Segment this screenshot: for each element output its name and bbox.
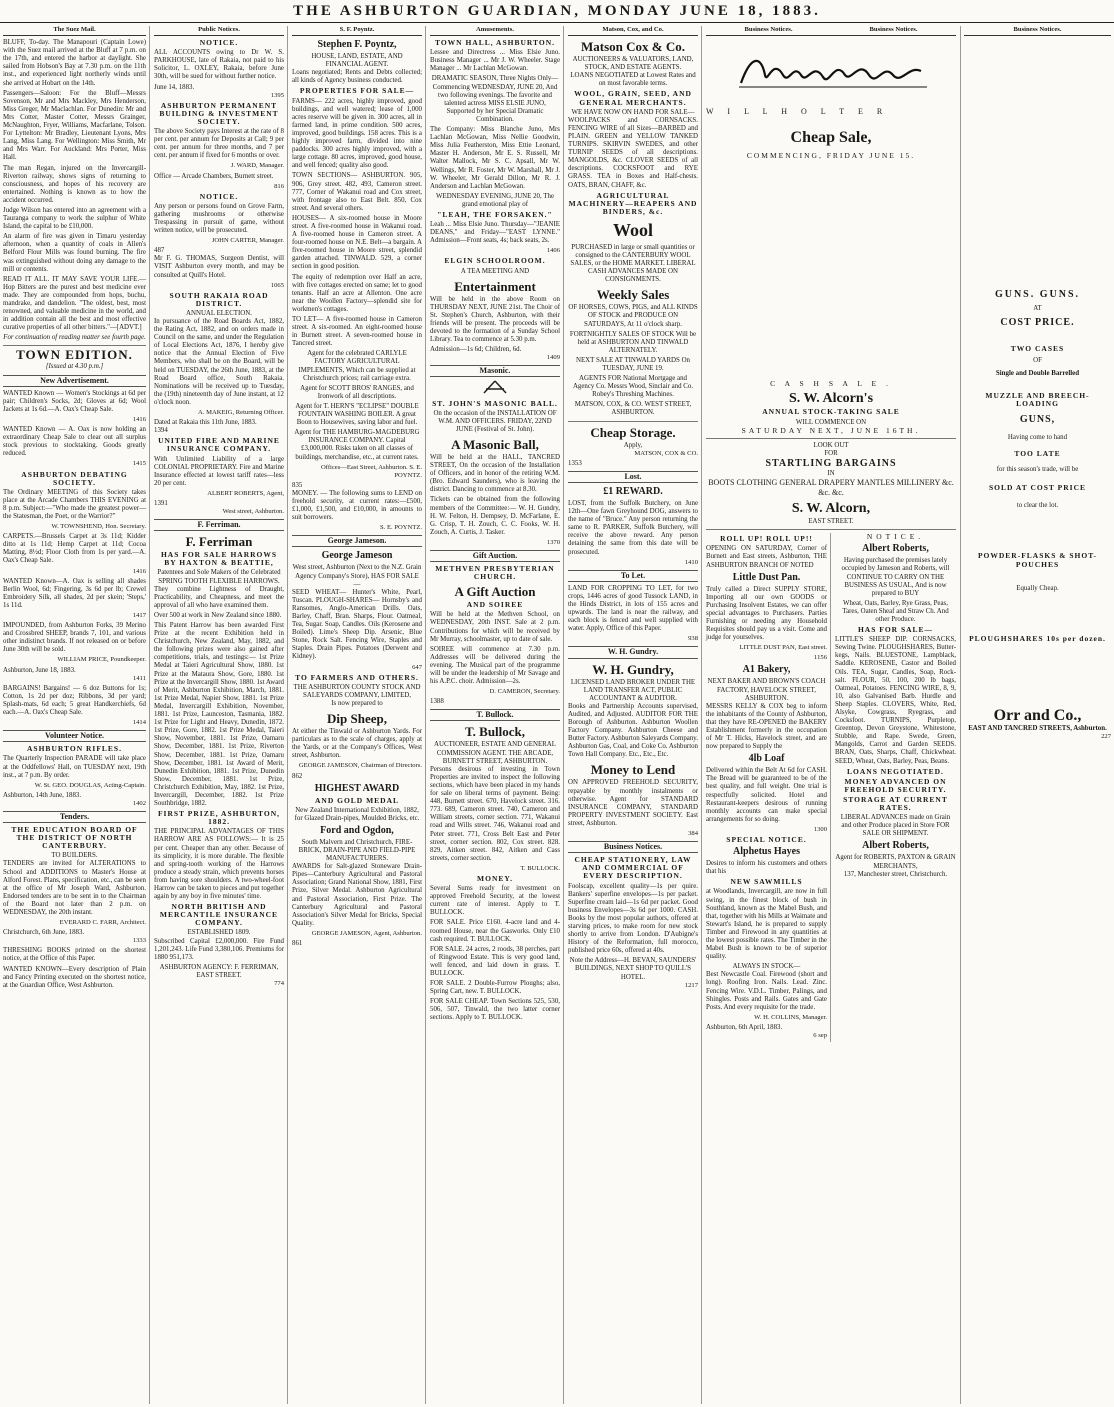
advertisement: LOST, from the Suffolk Butchery, on June 12th—One fawn Greyhound DOG, answers to the name of "Bruce." Any person returning the same to R. PARKER, Suffolk Butchery, will receive the above reward. Any person detaining the same from this date will be prosecuted. bbox=[568, 499, 698, 556]
advertisement: WOOLPACKS and CORNSACKS. FENCING WIRE of all Sizes—BARBED and PLAIN. GREEN and YELLOW TANKED TURNIPS. SKIRVIN SWEDES, and other TURNIP SEEDS of all descriptions. MANGOLDS, &c. CLOVER SEEDS of all descriptions. COCKSFOOT and RYE GRASS. TEA in Boxes and Half-chests. OATS, BRAN, CHAFF, &c. bbox=[568, 116, 698, 189]
article-paragraph: Judge Wilson has entered into an agreement with a Tauranga company to work the sulphur of White Island, the capital to be £10,000. bbox=[3, 206, 146, 231]
ad-title: NORTH BRITISH AND MERCANTILE INSURANCE COMPANY. bbox=[159, 902, 279, 928]
ad-title: LOANS NEGOTIATED. bbox=[847, 766, 944, 776]
ad-date: SATURDAY NEXT, JUNE 16TH. bbox=[741, 425, 921, 435]
ad-title: SOLD AT COST PRICE bbox=[989, 483, 1086, 493]
advertiser-name: Matson Cox & Co. bbox=[581, 39, 685, 55]
ad-number: 1414 bbox=[132, 719, 146, 727]
ad-number: 1217 bbox=[684, 981, 698, 989]
ad-signature: T. BULLOCK. bbox=[520, 864, 560, 872]
ad-date: June 14, 1883. bbox=[154, 83, 195, 91]
ad-signature: W. TOWNSHEND, Hon. Secretary. bbox=[51, 523, 146, 531]
column-2 bbox=[151, 26, 288, 1404]
ad-number: 1156 bbox=[814, 654, 827, 662]
ad-number: 1395 bbox=[270, 91, 284, 99]
ad-subtitle: AT bbox=[1033, 305, 1042, 313]
ad-headline: GUNS. GUNS. bbox=[994, 289, 1081, 301]
advertisement: WANTED Known — A. Oax is now holding an extraordinary Cheap Sale to clear out all surplus stock previous to stocktaking. Goods greatly reduced. bbox=[3, 426, 146, 458]
divider bbox=[706, 438, 956, 439]
advertisement: On the occasion of the INSTALLATION OF W.M. AND OFFICERS. FRIDAY, 22ND JUNE (Festival of St. John). bbox=[433, 409, 557, 433]
column-7-lower bbox=[835, 533, 956, 1042]
advertisement: OF HORSES, COWS, PIGS, and ALL KINDS OF STOCK and PRODUCE ON SATURDAYS, At 11 o'clock sharp. bbox=[568, 304, 698, 328]
advertisement: Persons desirous of investing in Town Properties are invited to inspect the following sections, which have been placed in my hands for sale on liberal terms of payment. Being: 448, Burnett street. 670, Havelock street. 316. 773. 689, Cameron street. 740, Cameron and William streets, corner section. 771, Wakanui road and Wills street. 746, Wakanui road and Peter street. 771, Cross Belt East and Peter street, corner section. 802, Cox street. 828. 829, Aitken street. 842, Aitken and Cass streets, corner section. bbox=[430, 765, 560, 862]
advertisement: LITTLE'S SHEEP DIP. CORNSACKS, Sewing Twine. PLOUGHSHARES, Butter-kegs, Nails. BLUESTONE, Lampblack, Saddle. KEROSENE, Castor and Boiled Oils. TEA, Sugar, Candles, Soap, Rock-salt. FLOUR, 50, 100, 200 lb bags, Oatmeal, Potatoes. FENCING WIRE, 8, 9, 10, also Galvanised Barb. Hurdle and Sheep Staples. CLOVERS, White, Red, Alsyke, Cowgrass, Ryegrass, and Cocksfoot. TURNIPS, Purpletop, Greentop, Devon Greystone, Whitestone, Stubble, and Rape. Swede, Green, Mangolds, Carrot and Garden SEEDS. BRAN, Oats, Sharps, Chaff, Chickwheat. SEED, Wheat, Oats, Barley, Peas, Beans. bbox=[835, 636, 956, 765]
ad-number: 1409 bbox=[546, 354, 560, 362]
ad-subtitle: A TEA MEETING AND bbox=[460, 267, 530, 275]
advertisement: TO LET— A five-roomed house in Cameron street. A six-roomed. An eight-roomed house in Burnett street. A seven-roomed house in Tancred street. bbox=[292, 316, 422, 348]
spacer bbox=[964, 593, 1111, 633]
spacer bbox=[964, 329, 1111, 343]
ad-subtitle: FOR bbox=[824, 449, 838, 457]
advertisement: Truly called a Direct SUPPLY STORE, Importing all our own GOODS or Purchasing Insolvent Estates, we can offer special advantages to Purchasers. Parties Furnishing or needing any Household Requisites should pay us a visit. Come and judge for yourselves. bbox=[706, 585, 827, 642]
ad-title: CHEAP STATIONERY, LAW AND COMMERCIAL OF EVERY DESCRIPTION. bbox=[574, 855, 692, 881]
ad-subtitle: Having come to hand bbox=[1007, 433, 1068, 441]
section-heading: George Jameson. bbox=[292, 535, 422, 547]
advertisement: Leah ... Miss Elsie Juno. Thursday—"JEANIE DEANS," and Friday—"EAST LYNNE." Admission—Front seats, 4s; back seats, 2s. bbox=[430, 221, 560, 245]
ad-title: THE EDUCATION BOARD OF THE DISTRICT OF NORTH CANTERBURY. bbox=[11, 825, 138, 851]
ad-signature: J. WARD, Manager. bbox=[230, 162, 284, 170]
column-1 bbox=[0, 26, 150, 1404]
advertisement: MESSRS KELLY & COX beg to inform the inhabitants of the County of Ashburton, that they have RE-OPENED the BAKERY Establishment formerly in the occupation of Mr T. Hicks, Havelock street, and are now prepared to Supply the bbox=[706, 702, 827, 751]
advertisement: OPENING ON SATURDAY, Corner of Burnett and East streets, Ashburton, THE ASHBURTON BRANCH OF NOTED bbox=[706, 545, 827, 569]
ad-number: 1065 bbox=[270, 281, 284, 289]
column-6-7 bbox=[703, 26, 959, 1404]
ad-title: NOTICE. bbox=[199, 38, 239, 48]
ad-title: PLOUGHSHARES 10s per dozen. bbox=[969, 633, 1106, 643]
ad-signature: JOHN CARTER, Manager. bbox=[211, 237, 284, 245]
ad-number: 487 bbox=[154, 247, 165, 255]
ad-signature: ASHBURTON AGENCY: F. FERRIMAN, EAST STREET. bbox=[159, 963, 279, 979]
ad-banner: W I L L H O L T E R bbox=[706, 107, 889, 117]
column-6-lower bbox=[706, 533, 831, 1042]
ad-number: 1388 bbox=[430, 698, 444, 706]
ad-signature: W. St. GEO. DOUGLAS, Acting-Captain. bbox=[34, 781, 146, 789]
advertisement: CARPETS.—Brussels Carpet at 3s 11d; Kidder ditto at 1s 11d; Hemp Carpet at 11d; Cocoa Matting, 8½d; Floor Cloth from 1s per yard.—A. Oax's Cheap Sale. bbox=[3, 533, 146, 565]
ad-number: 1402 bbox=[132, 799, 146, 807]
ad-headline: A1 Bakery, bbox=[742, 664, 791, 676]
ad-headline: Cheap Sale, bbox=[790, 129, 872, 147]
ad-subtitle: HOUSE, LAND, ESTATE, AND FINANCIAL AGENT. bbox=[311, 53, 403, 69]
ad-title: PROPERTIES FOR SALE— bbox=[299, 86, 415, 96]
advertiser-name: Ford and Ogdon, bbox=[320, 824, 394, 836]
ad-number: 835 bbox=[292, 481, 303, 489]
advertisement: The Company: Miss Blanche Juno, Mrs Lachlan McGowan, Miss Nellie Goodwin, Miss Julia Featherston, Miss Ettie Leonard, Master H. Anderson, Mr E. S. Russell, Mr Walter Mallock, Mr S. C. Apsall, Mr W. Wellings, Mr R. Foster, Mr W. Marshall, Mr J. W. Wheeler, Mr Gerald Dillon, Mr R. J. Anderson and Lachlan McGowan. bbox=[430, 126, 560, 190]
advertisement: Wheat, Oats, Barley, Rye Grass, Peas, Tares, Oaten Sheaf and Straw Ch. And other Produce. bbox=[842, 599, 949, 623]
ad-subtitle: for this season's trade, will be bbox=[996, 466, 1079, 474]
divider bbox=[568, 421, 698, 422]
advertisement: In pursuance of the Road Boards Act, 1882, the Rating Act, 1882, and on orders made in Council on the same, and under the Regulation of Local Elections Act, 1876, I hereby give notice that the Annual Election of Five Members, who shall be on the Board, will be held on TUESDAY, the 26th June, 1883, at the Road Board office, South Rakaia. Nominations will be received up to Tuesday, the (19th) nineteenth day of June instant, at 12 o'clock noon. bbox=[154, 318, 284, 406]
advertisement: Apply, bbox=[623, 441, 643, 449]
ad-headline: Dip Sheep, bbox=[327, 711, 387, 727]
ad-number: 384 bbox=[688, 830, 698, 838]
ad-signature: Offices—East Street, Ashburton. S. E. POYNTZ. bbox=[321, 463, 422, 479]
ad-subtitle: COMMENCING, FRIDAY JUNE 15. bbox=[746, 151, 916, 161]
section-heading: Masonic. bbox=[430, 365, 560, 377]
ad-subtitle: Single and Double Barrelled bbox=[995, 369, 1080, 377]
ad-title: MUZZLE AND BREECH-LOADING bbox=[985, 390, 1090, 408]
ad-subtitle: ESTABLISHED 1809. bbox=[187, 929, 251, 937]
ad-title: ROLL UP! ROLL UP!! bbox=[720, 534, 813, 544]
ad-address: EAST AND TANCRED STREETS, Ashburton. bbox=[968, 724, 1107, 732]
ad-subtitle: ALWAYS IN STOCK— bbox=[732, 963, 801, 971]
ad-number: 1370 bbox=[546, 538, 560, 546]
ad-headline: GUNS, bbox=[1019, 413, 1056, 425]
advertiser-name: Stephen F. Poyntz, bbox=[317, 39, 397, 51]
advertisement: They combine Lightness of Draught, Practicability, and Cheapness, and meet the approval of all who have examined them. bbox=[154, 585, 284, 609]
ad-title: SOUTH RAKAIA ROAD DISTRICT. bbox=[169, 290, 269, 308]
ad-address: West street, Ashburton. bbox=[222, 508, 284, 516]
advertisement: PURCHASED in large or small quantities or consigned to the CANTERBURY WOOL SALES, or the HOME MARKET. LIBERAL CASH ADVANCES MADE ON CONSIGNMENTS. bbox=[570, 243, 696, 284]
column-heading-row bbox=[706, 26, 956, 39]
ad-subtitle: Equally Cheap. bbox=[1016, 584, 1059, 592]
spacer bbox=[706, 160, 956, 380]
ad-subtitle: WE HAVE NOW ON HAND FOR SALE— bbox=[571, 108, 695, 116]
ad-number: 816 bbox=[274, 182, 284, 190]
ad-title: ELGIN SCHOOLROOM. bbox=[444, 256, 546, 266]
column-heading: Business Notices. bbox=[964, 26, 1111, 36]
ad-signature: MATSON, COX & CO. bbox=[634, 449, 698, 457]
advertiser-name: F. Ferriman bbox=[185, 534, 253, 550]
ad-signature: Note the Address—H. BEVAN, SAUNDERS' BUILDINGS, NEXT SHOP TO QUILL'S HOTEL. bbox=[569, 957, 697, 981]
ad-title: ASHBURTON DEBATING SOCIETY. bbox=[21, 469, 128, 487]
advertisement: LOANS NEGOTIATED at Lowest Rates and on most favorable terms. bbox=[570, 72, 696, 88]
lower-columns bbox=[706, 533, 956, 1042]
ad-number: 1406 bbox=[546, 247, 560, 255]
advertisement: With Unlimited Liability of a large COLONIAL PROPRIETARY. Fire and Marine Insurance effected at lowest tariff rates—less 20 per cent. bbox=[154, 455, 284, 487]
column-heading: Business Notices. bbox=[706, 26, 831, 36]
advertisement: WANTED Known—A. Oax is selling all shades Berlin Wool, 6d; Fingering, 3s 6d per lb; Crewel Embroidery Silk, all shades, 2d per skein; 'Steps,' 1s 11d. bbox=[3, 577, 146, 609]
section-heading: F. Ferriman. bbox=[154, 519, 284, 531]
ad-number: 1394 bbox=[154, 427, 168, 435]
ad-headline: Little Dust Pan. bbox=[732, 571, 801, 583]
column-heading: Matson, Cox, and Co. bbox=[568, 26, 698, 36]
section-heading: To Let. bbox=[568, 570, 698, 582]
advertisement: TOWN SECTIONS— ASHBURTON. 905, 906, Grey street. 482, 493, Cameron street. 777, Corner of Wakanui road and Cox street, with frontage also to East Belt. 850, Cox street. And several others. bbox=[292, 172, 422, 212]
ad-title: HAS FOR SALE— bbox=[857, 625, 934, 635]
column-heading: Business Notices. bbox=[831, 26, 956, 36]
advertisement: Agent for SCOTT BROS' RANGES, and Ironwork of all descriptions. bbox=[300, 384, 414, 400]
ad-subtitle: IN bbox=[827, 470, 835, 478]
column-5 bbox=[565, 26, 702, 1404]
article-paragraph: Passengers—Saloon: For the Bluff—Messrs Sovenson, Mr and Mrs Mackley, Mrs Henderson, Miss Greger, Mr Maclachlan. For Dunedin: Mr and Mrs Cotter, Master Cotter, Messrs Grainger, McNaughton, Fryer, Williams, Macfarlane, Tolson. For Lyttelton: Mr Bradley, Lieutenant Lyons, Mrs Lang, Miss Lang. For Wellington: Miss Smith, Mr and Mrs Warr. For Auckland: Mrs Porter, Miss Hall. bbox=[3, 89, 146, 162]
ad-number: 6 sep bbox=[813, 1032, 827, 1039]
section-heading: Tenders. bbox=[3, 811, 146, 823]
advertisement: Best Newcastle Coal. Firewood (short and long). Roofing Iron. Nails. Lead. Zinc. Fencing Wire. V.D.L. Timber, Palings, and Shingles. Posts and Rails. Gates and Gate Posts. And every requisite for the trade. bbox=[706, 971, 827, 1011]
advertisement: Will be held in the above Room on THURSDAY NEXT, JUNE 21st. The Choir of St. Stephen's Church, Ashburton, with their friends will be present. The proceeds will be devoted to the formation of a Sunday School Library. Tea to commence at 5.30 p.m. bbox=[430, 295, 560, 344]
article-paragraph: The man Regan, injured on the Invercargill-Riverton railway, shows signs of returning to consciousness, and hopes of his recovery are entertained. Nothing is known as to how the accident occurred. bbox=[3, 164, 146, 204]
ad-title: METHVEN PRESBYTERIAN CHURCH. bbox=[435, 564, 555, 582]
ad-subtitle: South Malvern and Christchurch, FIRE-BRICK, DRAIN-PIPE AND FIELD-PIPE MANUFACTURERS. bbox=[298, 838, 416, 863]
ad-subtitle: to clear the lot. bbox=[1016, 502, 1059, 510]
divider bbox=[3, 345, 146, 346]
ad-subtitle: LOOK OUT bbox=[813, 441, 849, 449]
advertiser-name: T. Bullock, bbox=[464, 724, 526, 740]
signature-logo-icon bbox=[706, 45, 956, 98]
issued-note: [Issued at 4.30 p.m.] bbox=[45, 363, 104, 371]
section-heading: T. Bullock. bbox=[430, 709, 560, 721]
column-heading: The Suez Mail. bbox=[3, 26, 146, 36]
section-heading: Business Notices. bbox=[568, 841, 698, 853]
spacer bbox=[964, 378, 1111, 390]
ad-headline: A Masonic Ball, bbox=[451, 436, 539, 452]
column-heading: Amusements. bbox=[430, 26, 560, 36]
advertiser-name: Alphetus Hayes bbox=[733, 846, 800, 858]
advertiser-name: S. W. Alcorn, bbox=[791, 501, 871, 517]
ad-subtitle: LICENSED LAND BROKER UNDER THE LAND TRANSFER ACT, PUBLIC ACCOUNTANT & AUDITOR. bbox=[570, 678, 696, 702]
section-heading: Gift Auction. bbox=[430, 550, 560, 562]
ad-banner: C A S H S A L E . bbox=[770, 379, 892, 389]
advertisement: FORTNIGHTLY SALES OF STOCK Will be held at ASHBURTON AND TINWALD ALTERNATELY. bbox=[569, 330, 697, 354]
advertisement: Several Sums ready for investment on approved Freehold Security, at the lowest current rate of interest. Apply to T. BULLOCK. bbox=[430, 885, 560, 917]
ad-title: SPECIAL NOTICE. bbox=[726, 835, 807, 845]
ad-subtitle: Agent for ROBERTS, PAXTON & GRAIN MERCHANTS, bbox=[835, 854, 956, 870]
advertisement: MONEY. — The following sums to LEND on freehold security, at current rates:—£500, £1,000, £1,500, and £10,000, in amounts to suit borrowers. bbox=[292, 489, 422, 522]
ad-title: NOTICE. bbox=[199, 191, 239, 201]
advertisement: LAND FOR CROPPING TO LET, for two crops, 1446 acres of good Tussock LAND, in the Hinds District, in lots of 155 acres and upwards. The land is near the railway, and each block is fenced and well supplied with water. Apply, Office of this Paper. bbox=[568, 584, 698, 633]
ad-number: 862 bbox=[292, 772, 303, 780]
advertisement: IMPOUNDED, from Ashburton Forks, 39 Merino and Crossbred SHEEP, brands 7, 101, and various other indistinct brands. If not released on or before June 30th will be sold. bbox=[3, 622, 146, 654]
advertiser-name: Orr and Co., bbox=[993, 706, 1082, 724]
ad-title: TOWN HALL, ASHBURTON. bbox=[434, 38, 556, 48]
advertisement: DRAMATIC SEASON, Three Nights Only—Commencing WEDNESDAY, JUNE 20, And two following evenings. The favorite and talented actress MISS ELSIE JUNO, Supported by her Special Dramatic Combination. bbox=[431, 75, 559, 123]
advertiser-name: George Jameson bbox=[321, 550, 393, 562]
ad-subtitle: ANNUAL ELECTION. bbox=[186, 309, 252, 317]
ad-subtitle: WILL COMMENCE ON bbox=[795, 418, 867, 426]
advertisement: Desires to inform his customers and others that his bbox=[706, 860, 827, 876]
ad-title: NEW SAWMILLS bbox=[730, 877, 803, 887]
advertisement: Mr F. G. THOMAS, Surgeon Dentist, will VISIT Ashburton every month, and may be consulted at Quill's Hotel. bbox=[154, 255, 284, 279]
advertisement: ALL ACCOUNTS owing to Dr W. S. PARKHOUSE, late of Rakaia, not paid to his Solicitor, L. OXLEY, Rakaia, before June 30th, will be sued for without further notice. bbox=[154, 49, 284, 81]
advertisement: This Patent Harrow has been awarded First Prize at the recent Exhibition held in Christchurch, New Zealand, May, 1882, and the following prizes were also gained after competitions, trials, and testings:— 1st Prize Medal at Taieri Agricultural Show, 1880. 1st Prize at the Mataura Show, Gore, 1880. 1st Prize at the Invercargill Show, 1880. 1st Award of Merit, Ashburton Exhibition, March, 1881. 1st Prize Medal, Napier Show, 1881. 1st Prize Medal, Invercargill Exhibition, November, 1881. 1st Prize, Launceston, Tasmania, 1882. 1st Prize for Light and Heavy, Dunedin, 1872. 1st Prize, Gore, 1882. 1st Prize Medal, Taieri Show, November, 1881. 1st Prize, Oamaru Show, December, 1881. 1st Prize, Riverton Show, December, 1881. 1st Prize, Oamaru Show, December, 1881. 1st Award of Merit, Dunedin Exhibition, 1881. 1st Prize, Dunedin Show, December, 1881. 1st Prize, Christchurch Exhibition, May, 1882. 1st Prize, Invercargill, December, 1882. 1st Prize Southbridge, 1882. bbox=[154, 622, 284, 808]
advertisement-paragraph: READ IT ALL. IT MAY SAVE YOUR LIFE.—Hop Bitters are the purest and best medicine ever made. They are compounded from hops, buchu, mandrake, and dandelion. "The oldest, best, most renowned, and valuable medicine in the world, and in addition contain all the best and most effective curative properties of all other bitters."—[ADVT.] bbox=[3, 275, 146, 332]
divider bbox=[706, 529, 956, 530]
ad-date: Ashburton, 6th April, 1883. bbox=[706, 1023, 783, 1031]
advertisement: AWARDS for Salt-glazed Stoneware Drain-Pipes—Canterbury Agricultural and Pastoral Association; Grand National Show, 1881, First Prize, Silver Medal. Ashburton Agricultural and Pastoral Association, First Prize. The Canterbury Agricultural and Pastoral Association's Silver Medal for Bricks, Special Quality. bbox=[292, 863, 422, 927]
advertisement: BARGAINS! Bargains! — 6 doz Buttons for 1s; Cotton, 1s 2d per doz; Ribbons, 3d per yard; Splash-mats, 6d each; 5 great Handkerchiefs, 6d each.—A. Oax's Cheap Sale. bbox=[3, 684, 146, 717]
advertisement: Agent for the celebrated CARLYLE FACTORY AGRICULTURAL IMPLEMENTS, Which can be supplied at Christchurch prices; rail carriage extra. bbox=[298, 350, 416, 382]
ad-title: ASHBURTON PERMANENT BUILDING & INVESTMENT SOCIETY. bbox=[159, 100, 279, 126]
ad-headline: Cheap Storage. bbox=[590, 424, 676, 440]
masthead: THE ASHBURTON GUARDIAN, MONDAY JUNE 18, 1883. bbox=[0, 0, 1114, 23]
advertiser-name: Albert Roberts, bbox=[862, 840, 929, 852]
column-8 bbox=[960, 26, 1114, 1404]
ad-signature: WILLIAM PRICE, Poundkeeper. bbox=[57, 656, 146, 664]
ad-number: 861 bbox=[292, 940, 303, 947]
masonic-emblem-icon bbox=[430, 380, 560, 397]
advertisement: Any person or persons found on Grove Farm, gathering mushrooms or otherwise Trespassing in pursuit of game, without written notice, will be prosecuted. bbox=[154, 202, 284, 235]
advertisement: Agent for THE HAMBURG-MAGDEBURG INSURANCE COMPANY. Capital £3,000,000. Risks taken on all classes of buildings, merchandise, etc., at current rates. bbox=[294, 429, 420, 461]
ad-number: 1416 bbox=[132, 567, 146, 575]
section-heading: New Advertisement. bbox=[3, 375, 146, 387]
ad-headline: 4lb Loaf bbox=[748, 753, 785, 765]
advertisement: Having purchased the premises lately occupied by Jameson and Roberts, will CONTINUE TO CARRY ON THE BUSINESS AS USUAL, And is now prepared to BUY bbox=[841, 557, 950, 597]
section-heading: Lost. bbox=[568, 471, 698, 483]
ad-subtitle: Is now prepared to bbox=[331, 699, 383, 707]
ad-headline: COST PRICE. bbox=[1000, 317, 1075, 329]
ad-date: Christchurch, 6th June, 1883. bbox=[3, 929, 85, 937]
ad-signature: ALBERT ROBERTS, Agent, bbox=[207, 489, 284, 497]
ad-headline: A Gift Auction bbox=[454, 584, 536, 600]
advertisement: Tickets can be obtained from the following members of the Committee:— W. H. Gundry, H. W. Felton, H. Dempsey, D. McFarlane, E. G. Crisp, T. H. Zouch, C. C. Fooks, W. H. Zouch, A. Curtis, J. Tasker. bbox=[430, 496, 560, 536]
ad-admission: Admission—1s 6d; Children, 6d. bbox=[430, 346, 522, 354]
advertisement: Delivered within the Belt At 6d for CASH. The Bread will be guaranteed to be of the best quality, and full weight. One trial is respectfully solicited. Hotel and Restaurant-keepers desirous of running monthly accounts can make special arrangements for so doing. bbox=[706, 767, 827, 823]
advertisement: WANTED Known — Women's Stockings at 6d per pair; Children's Socks, 2d; Gloves at 6d; Wool Jackets at 1s 6d.—A. Oax's Cheap Sale. bbox=[3, 389, 146, 413]
advertisement: FOR SALE. 2 Double-Furrow Ploughs; also, Spring Cart, new. T. BULLOCK. bbox=[430, 980, 560, 996]
column-heading: S. F. Poyntz. bbox=[292, 26, 422, 36]
ad-number: 774 bbox=[274, 980, 284, 988]
advertisement: The Quarterly Inspection PARADE will take place at the Oddfellows' Hall, on TUESDAY next, 19th inst., at 7 p.m. By order. bbox=[3, 755, 146, 779]
ad-title: MONEY. bbox=[477, 873, 513, 883]
ad-number: 1417 bbox=[132, 612, 146, 619]
ad-headline: Wool bbox=[612, 219, 653, 240]
ad-headline: Money to Lend bbox=[590, 762, 676, 778]
advertisement: Over 500 at work in New Zealand since 1880. bbox=[154, 611, 282, 619]
advertisement: Will be held at the HALL, TANCRED STREET, On the occasion of the Installation of Officers, and in honor of the retiring W.M. (Bro. Edward Saunders), who is leaving the district. Dancing to commence at 8.30. bbox=[430, 453, 560, 494]
advertisement: NEXT SALE AT TINWALD YARDS On TUESDAY, JUNE 19. bbox=[575, 356, 690, 372]
town-edition-heading: TOWN EDITION. bbox=[16, 347, 133, 363]
ad-headline: Weekly Sales bbox=[596, 287, 670, 303]
ad-number: 1333 bbox=[132, 937, 146, 945]
ad-address: 137, Manchester street, Christchurch. bbox=[843, 870, 948, 878]
advertisement: SOIREE will commence at 7.30 p.m. Addresses will be delivered during the evening. The Musical part of the programme will be under the leadership of Mr Savage and his A.P.C. choir. Admission—2s. bbox=[430, 645, 560, 686]
ad-signature: LITTLE DUST PAN, East street. bbox=[739, 644, 827, 652]
advertisement: FOR SALE CHEAP. Town Sections 525, 530, 506, 507, Tinwald, the two latter corner sections. Apply to T. BULLOCK. bbox=[430, 998, 560, 1022]
advertisement: The above Society pays Interest at the rate of 8 per cent. per annum for Deposits at Call; 9 per cent. per annum for three months, and 7 per cent. per annum if fixed for 6 months or over. bbox=[154, 128, 284, 160]
advertiser-name: S. W. Alcorn's bbox=[788, 391, 874, 407]
ad-title: STORAGE AT CURRENT RATES. bbox=[843, 794, 948, 813]
ad-signature: W. H. COLLINS, Manager. bbox=[754, 1013, 827, 1021]
ad-title: STARTLING BARGAINS bbox=[765, 457, 897, 469]
ad-date: Ashburton, June 18, 1883. bbox=[3, 666, 76, 674]
ad-number: 1411 bbox=[133, 674, 146, 682]
ad-subtitle: West street, Ashburton (Next to the N.Z. Grain Agency Company's Store), HAS FOR SALE— bbox=[292, 564, 422, 588]
ad-number: 1416 bbox=[132, 415, 146, 423]
ad-number: 1353 bbox=[568, 459, 582, 467]
ad-signature: MATSON, COX, & CO. WEST STREET, ASHBURTON. bbox=[574, 401, 692, 417]
ad-subtitle: NEXT BAKER AND BROWN'S COACH FACTORY, HAVELOCK STREET, ASHBURTON. bbox=[707, 678, 826, 702]
advertisement: The equity of redemption over Half an acre, with five cottages erected on same; let to good tenants. Half an acre at Allenton. One acre near the Woollen Factory—splendid site for workmen's cottages. bbox=[292, 273, 422, 313]
ad-address: EAST STREET. bbox=[808, 518, 854, 526]
column-4 bbox=[427, 26, 564, 1404]
ad-date: Ashburton, 14th June, 1883. bbox=[3, 791, 82, 799]
ad-title: TWO CASES bbox=[1010, 344, 1065, 354]
ad-title: WOOL, GRAIN, SEED, AND GENERAL MERCHANTS. bbox=[574, 89, 692, 107]
ad-subtitle: THE ASHBURTON COUNTY STOCK AND SALEYARDS COMPANY, LIMITED, bbox=[293, 683, 421, 699]
advertisement: Foolscap, excellent quality—1s per quire. Bankers' superfine envelopes—1s per packet. Superfine cream laid—1s 6d per packet. Good business Envelopes—3s 6d per 1000. CASH. Books by the most popular authors, offered at starving prices, to make room for new stock shortly to arrive from London. D'Aubigne's History of the Reformation, full morocco, published price 60s, offered at 40s. bbox=[568, 882, 698, 955]
ad-number: 1410 bbox=[684, 558, 698, 566]
ad-subtitle: Patentees and Sole Makers of the Celebrated SPRING TOOTH FLEXIBLE HARROWS. bbox=[157, 569, 281, 585]
ad-headline: £1 REWARD. bbox=[603, 485, 663, 497]
ad-subtitle: AUCTIONEERS & VALUATORS, LAND, STOCK, AND ESTATE AGENTS. bbox=[572, 56, 694, 72]
advertisement: at Woodlands, Invercargill, are now in full swing, in the finest block of bush in Southland, known as the Mabel Bush, and that, together with his Mills at Waimate and Stewart's Island, he is prepared to supply Timber and Firewood in any quantities at the lowest possible rates. The Timber in the Mabel Bush is known to be of superior quality. bbox=[706, 888, 827, 961]
advertisement: THRESHING BOOKS printed on the shortest notice, at the Office of this Paper. bbox=[3, 947, 146, 963]
advertisement: Lessee and Directress ... Miss Elsie Juno. Business Manager ... Mr J. W. Wheeler. Stage Manager ... Mr Lachlan McGowan. bbox=[430, 49, 560, 73]
ad-number: 1300 bbox=[813, 825, 827, 833]
ad-title: TOO LATE bbox=[1014, 449, 1061, 459]
ad-headline: HIGHEST AWARD bbox=[314, 782, 400, 794]
advertisement: Books and Partnership Accounts supervised, Audited, and Adjusted. AUDITOR FOR THE Borough of Ashburton. Ashburton Woollen Factory Company. Ashburton Cheese and Butter Factory. Ashburton Saleyards Company. Ashburton Gas, Coal, and Coke Co. Ashburton Town Hall Company. Etc., Etc., Etc. bbox=[568, 702, 699, 759]
advertisement: Agent for T. HERN'S "ECLIPSE" DOUBLE FOUNTAIN WASHING BOILER. A great Boon to Housewives, saving labor and fuel. bbox=[295, 402, 419, 427]
ad-subtitle: OF bbox=[1033, 357, 1042, 365]
advertisement: The Ordinary MEETING of this Society takes place at the Arcade Chambers THIS EVENING at 8 p.m. Subject:—"Who made the greatest power—the Statesman, the Poet, or the Warrior?" bbox=[3, 488, 146, 520]
ad-signature: D. CAMERON, Secretary. bbox=[489, 688, 560, 696]
advertisement: Office — Arcade Chambers, Burnett street. bbox=[154, 172, 274, 180]
ad-headline: "LEAH, THE FORSAKEN." bbox=[437, 209, 553, 219]
advertiser-name: W. H. Gundry, bbox=[592, 661, 674, 677]
advertisement: HOUSES— A six-roomed house in Moore street. A five-roomed house in Wakanui road. A five-roomed house in Cameron street. A four-roomed house on N.E. Belt—a bargain. A five-roomed house in Moore street, splendid garden attached. TINWALD. 529, a corner section in good position. bbox=[292, 214, 422, 271]
ad-banner: NOTICE. bbox=[866, 532, 925, 542]
article-paragraph: An alarm of fire was given in Timaru yesterday afternoon, when a quantity of coals in Allen's Belford Flour Mills was found burning. The fire was extinguished without doing any damage to the mill or contents. bbox=[3, 233, 146, 273]
advertisement: LIBERAL ADVANCES made on Grain and other Produce placed in Store FOR SALE OR SHIPMENT. bbox=[840, 814, 951, 838]
ad-subtitle: AND SOIREE bbox=[466, 600, 524, 610]
ad-title: MONEY ADVANCED ON FREEHOLD SECURITY. bbox=[844, 776, 947, 794]
ad-title: ANNUAL STOCK-TAKING SALE bbox=[762, 407, 900, 417]
spacer bbox=[964, 645, 1111, 705]
advertisement: WEDNESDAY EVENING, JUNE 20, The grand emotional play of bbox=[435, 192, 555, 208]
ad-headline: Entertainment bbox=[454, 278, 536, 294]
spacer bbox=[964, 39, 1111, 289]
ad-signature: EVERARD C. FARR, Architect. bbox=[59, 919, 146, 927]
advertisement: THE PRINCIPAL ADVANTAGES OF THIS HARROW ARE AS FOLLOWS:— It is 25 per cent. Cheaper than any other. Because of its simplicity, it is more durable. The flexible and spring-tooth working of the Harrows produce a steady strain, which prevents horses from having sore shoulders. A two-wheel-foot Harrow can be taken to pieces and put together again by any boy in five minutes' time. bbox=[154, 828, 284, 901]
advertisement: Subscribed Capital £2,000,000. Fire Fund 1,201,243. Life Fund 3,380,106. Premiums for 1880 951,173. bbox=[154, 937, 284, 961]
ad-number: 1391 bbox=[154, 499, 168, 507]
article-paragraph: BLUFF, To-day. The Manapouri (Captain Lowe) with the Suez mail arrived at the Bluff at 7 p.m. on the 17th, and entered the harbor at daylight. She sailed from Hobson's Bay at 7.30 p.m. on the 11th inst., and experienced light northerly winds until she arrived at Hobart on the 14th. bbox=[3, 39, 146, 87]
advertisement: At either the Tinwald or Ashburton Yards. For particulars as to the scale of charges, apply at the Yards, or at the Company's Offices, West street, Ashburton. bbox=[292, 728, 422, 760]
ad-subtitle: TO BUILDERS. bbox=[51, 852, 98, 860]
section-heading: Volunteer Notice. bbox=[3, 730, 146, 742]
advertisement: New Zealand International Exhibition, 1882, for Glazed Drain-pipes, Moulded Bricks, etc. bbox=[294, 806, 420, 822]
ad-title: POWDER-FLASKS & SHOT-POUCHES bbox=[977, 551, 1098, 569]
advertisement: WANTED KNOWN—Every description of Plain and Fancy Printing executed on the shortest notice, at the Guardian Office, West Ashburton. bbox=[3, 965, 146, 989]
advertisement: ON APPROVED FREEHOLD SECURITY, repayable by monthly instalments or otherwise. Agent for STANDARD INSURANCE COMPANY, STANDARD PROPERTY INVESTMENT SOCIETY. East street, Ashburton. bbox=[568, 779, 698, 827]
ad-subtitle: AND GOLD MEDAL bbox=[314, 795, 399, 805]
ad-title: HAS FOR SALE HARROWS BY HAXTON & BEATTIE, bbox=[160, 550, 278, 568]
ad-title: FIRST PRIZE, ASHBURTON, 1882. bbox=[157, 809, 281, 827]
advertiser-name: Albert Roberts, bbox=[862, 543, 929, 555]
advertisement: SEED WHEAT— Hunter's White, Pearl, Tuscan. PLOUGH-SHARES— Hornsby's and Ransomes, Anglo-American Drills. Oats, Barley, Chaff, Bran. Sharps, Flour. Oatmeal, Tea, Sugar. Soap, Candles. Oils (Kerosene and Boiled). Lime's Sheep Dip. Arsenic, Blue Stone, Rock Salt. Fencing Wire, Staples and Staples. Drain Pipes. Potatoes (Derwent and Kidney). bbox=[292, 588, 422, 661]
ad-signature: GEORGE JAMESON, Chairman of Directors. bbox=[298, 762, 422, 770]
ad-title: AGRICULTURAL MACHINERY—REAPERS AND BINDERS, &c. bbox=[568, 190, 698, 216]
spacer bbox=[964, 510, 1111, 550]
ad-title: ST. JOHN'S MASONIC BALL. bbox=[432, 398, 558, 408]
ad-title: UNITED FIRE AND MARINE INSURANCE COMPANY. bbox=[158, 436, 280, 454]
section-heading: W. H. Gundry. bbox=[568, 646, 698, 658]
column-heading: Public Notices. bbox=[154, 26, 284, 36]
ad-signature: A. MAKEIG, Returning Officer. bbox=[198, 409, 284, 417]
advertisement: Loans negotiated; Rents and Debts collected; all kinds of Agency business conducted. bbox=[292, 69, 422, 85]
continuation-note: For continuation of reading matter see fourth page. bbox=[3, 334, 146, 342]
advertisement: FOR SALE. 24 acres, 2 roods, 38 perches, part of Ringwood Estate. This is very good land, well fenced, and laid down in grass. T. BULLOCK. bbox=[430, 945, 560, 977]
ad-subtitle: AUCTIONEER, ESTATE AND GENERAL COMMISSION AGENT. THE ARCADE, BURNETT STREET, ASHBURTON. bbox=[434, 741, 556, 765]
ad-date: Dated at Rakaia this 11th June, 1883. bbox=[154, 419, 257, 427]
advertisement: Will be held at the Methven School, on WEDNESDAY, 20th INST. Sale at 2 p.m. Contributions for which will be received by Mr Murray, schoolmaster, up to date of sale. bbox=[430, 611, 560, 643]
ad-title: TO FARMERS AND OTHERS. bbox=[295, 672, 419, 682]
ad-signature: GEORGE JAMESON, Agent, Ashburton. bbox=[311, 929, 422, 937]
advertisement: FOR SALE. Price £160. 4-acre land and 4-roomed House, near the Gasworks. Only £10 cash required. T. BULLOCK. bbox=[430, 919, 560, 943]
ad-number: 227 bbox=[1101, 732, 1111, 740]
ad-number: 1415 bbox=[132, 460, 146, 468]
ad-title: ASHBURTON RIFLES. bbox=[27, 744, 122, 754]
advertisement: AGENTS FOR National Mortgage and Agency Co. Messrs Wood, Sinclair and Co. Robey's Threshing Machines. bbox=[572, 375, 694, 399]
ad-number: 647 bbox=[412, 663, 422, 671]
advertisement: FARMS— 222 acres, highly improved, good buildings, and well watered; lease of 1,000 acres reserve will be given in. 300 acres, all in farmed land, in prime condition. 500 acres, improved, good buildings. 158 acres. This is a highly improved farm, divided into nine paddocks. 300 acres highly improved, with a large cottage. 80 acres, improved, good house, and well fenced; quality also good. bbox=[292, 97, 422, 170]
ad-signature: S. E. POYNTZ. bbox=[380, 524, 422, 532]
ad-number: 938 bbox=[688, 635, 698, 643]
advertisement: BOOTS CLOTHING GENERAL DRAPERY MANTLES MILLINERY &c. &c. &c. bbox=[708, 478, 954, 498]
column-3 bbox=[289, 26, 426, 1404]
advertisement: TENDERS are invited for ALTERATIONS to School and ADDITIONS to Master's House at Alford Forest. Plans, specification, etc., can be seen at the office of Mr Joseph Ward, Ashburton. Endorsed tenders are to be sent in to the Chairman of the Board not later than 2 p.m. on WEDNESDAY, the 20th instant. bbox=[3, 860, 146, 916]
